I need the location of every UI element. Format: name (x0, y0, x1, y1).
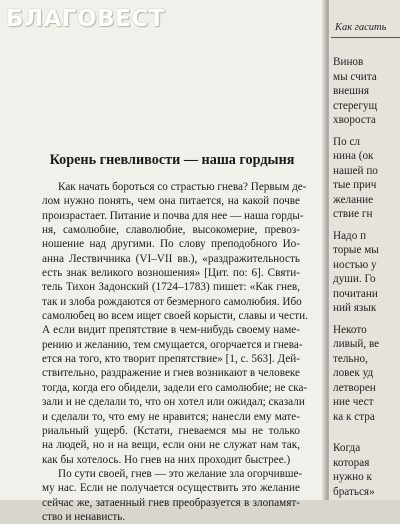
text-line: летворен (333, 382, 376, 394)
text-line: зали и не сделали то, что он хотел или ожидал; сказали (42, 396, 305, 409)
text-line: тель Тихон Задонский (1724–1783) пишет: «Как гнев, (42, 281, 300, 294)
text-line: ностью у (333, 259, 377, 271)
text-line: нужно к (333, 471, 372, 483)
text-line: стерегущ (333, 100, 378, 112)
text-line: ловек уд (333, 367, 374, 379)
text-line: Как начать бороться со страстью гнева? Первым де- (58, 181, 307, 193)
left-page-body (42, 180, 308, 524)
text-line: желание (333, 194, 374, 206)
text-line: А если видит препятствие в чем-нибудь своему наме- (42, 324, 300, 337)
text-line: риальный ущерб. (Кстати, гневаемся мы не только (42, 424, 300, 437)
text-line: ствие гн (333, 208, 373, 220)
text-line: нашей по (333, 165, 378, 177)
text-line: на людей, но и на вещи, если они не служат нам так, (42, 439, 300, 452)
text-line: Винов (333, 56, 364, 68)
text-line: и сделали то, что ему не нравится; нанесли ему мате- (42, 410, 300, 423)
header-rule (331, 37, 400, 38)
text-line: Некото (333, 324, 367, 336)
text-line: ка к стра (333, 411, 375, 423)
text-line: ня, самолюбие, славолюбие, высокомерие, превоз- (42, 224, 300, 237)
text-line: По сл (333, 136, 361, 148)
text-line: лом нужно понять, чем она питается, на какой почве (42, 195, 300, 208)
text-line: ство и ненависть. (42, 510, 126, 523)
text-line: рению и желанию, тем смущается, огорчается и гнева- (42, 338, 303, 351)
text-line: произрастает. Питание и почва для нее — наша горды- (42, 209, 304, 222)
text-line: самолюбец во всем ищет своей корысти, славы и чести. (42, 310, 308, 323)
text-line: мы счита (333, 71, 377, 83)
text-line: Когда (333, 442, 361, 454)
text-line: души. Го (333, 273, 376, 285)
text-line: так и злоба рождаются от безмерного самолюбия. Ибо (42, 295, 302, 308)
text-line: Надо п (333, 230, 367, 242)
text-line: браться» (333, 486, 375, 498)
text-line: есть знак великого возношения» [Цит. по: 6]. Святи- (42, 267, 300, 280)
text-line: торые мы (333, 244, 379, 256)
text-line: хвороста (333, 114, 376, 126)
text-line: ние чест (333, 396, 374, 408)
text-line: тые прич (333, 179, 377, 191)
text-line: почитани (333, 288, 378, 300)
text-line: внешня (333, 85, 369, 97)
text-line: нина (ок (333, 150, 374, 162)
text-line: тельно, (333, 353, 368, 365)
text-line: ется на того, кто творит препятствие» [1, с. 563]. Дей- (42, 353, 300, 366)
text-line: ний язык (333, 302, 377, 314)
text-line: как бы хотелось. Но гнев на них проходит быстрее.) (42, 453, 291, 466)
text-line: анна Лествичника (VI–VII вв.), «раздражительность (42, 252, 300, 265)
text-line: ношение над другими. По слову преподобного Ио- (42, 238, 300, 251)
text-line: тогда, когда его обидели, задели его самолюбие; не ска- (42, 381, 308, 394)
text-line: сейчас же, затаенный гнев преобразуется в злопамят- (42, 496, 300, 509)
text-line: му нас. Если не получается осуществить это желание (42, 482, 300, 495)
text-line: ствительно, раздражение и гнев возникают в человеке (42, 367, 301, 380)
text-line: ливый, ве (333, 338, 380, 350)
text-line: которая (333, 457, 370, 469)
text-line: По сути своей, гнев — это желание зла огорчивше- (58, 467, 303, 480)
running-header: Как гасить (335, 22, 387, 33)
watermark-logo: БЛАГОВЕСТ (6, 6, 165, 32)
chapter-title: Корень гневливости — наша гордыня (49, 152, 295, 168)
right-page (329, 0, 400, 500)
